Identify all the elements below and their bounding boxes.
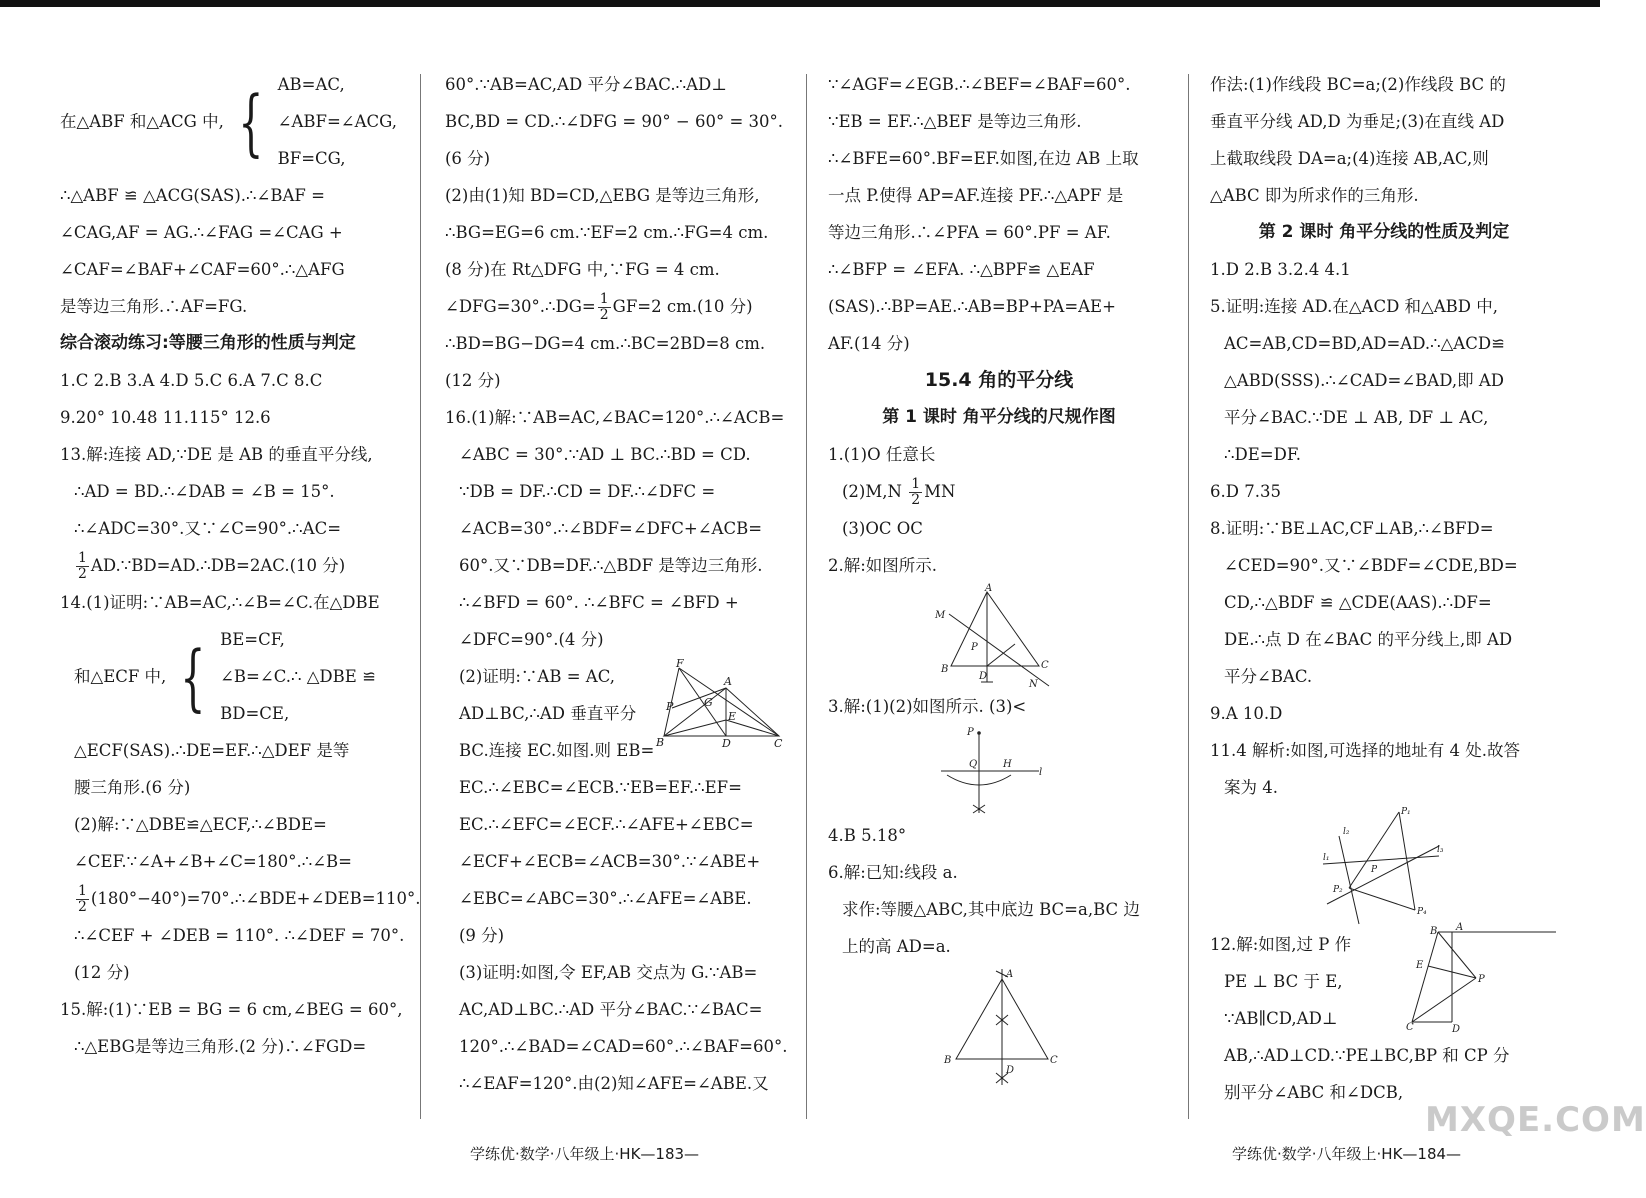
svg-text:N: N <box>1029 679 1038 690</box>
figure-perpendicular-bisector <box>929 584 1069 688</box>
figure-parallel-lines <box>1406 922 1558 1036</box>
svg-text:P: P <box>1371 865 1378 875</box>
watermark-logo: MXQE.COM <box>1425 1100 1646 1140</box>
svg-text:E: E <box>728 710 737 723</box>
svg-text:l₃: l₃ <box>1437 845 1444 855</box>
figure-isosceles-construction <box>934 965 1064 1089</box>
top-border <box>0 0 1600 7</box>
svg-text:l₂: l₂ <box>1343 827 1350 837</box>
svg-text:A: A <box>1456 922 1464 933</box>
section-title: 15.4 角的平分线 <box>924 369 1074 391</box>
column-divider <box>420 74 421 1119</box>
lesson-title: 第 1 课时 角平分线的尺规作图 <box>882 407 1116 427</box>
svg-text:G: G <box>704 696 714 709</box>
svg-text:l: l <box>1039 767 1043 778</box>
svg-text:B: B <box>944 1055 952 1066</box>
svg-text:P₂: P₂ <box>1333 885 1343 895</box>
page-footer-left: 学练优·数学·八年级上·HK—183— <box>470 1145 700 1163</box>
svg-text:A: A <box>724 675 733 688</box>
fraction: $\frac{1}{2}$ <box>78 883 87 915</box>
fraction: $\frac{1}{2}$ <box>599 291 609 323</box>
svg-text:M: M <box>935 610 946 621</box>
lesson-title: 第 2 课时 角平分线的性质及判定 <box>1258 222 1510 242</box>
svg-text:C: C <box>1041 660 1049 671</box>
svg-text:D: D <box>1452 1024 1461 1035</box>
svg-text:Q: Q <box>969 759 978 770</box>
svg-text:F: F <box>676 657 684 670</box>
svg-text:A: A <box>1006 969 1014 980</box>
figure-triangle-efg <box>654 658 784 748</box>
svg-text:A: A <box>985 583 993 594</box>
section-heading: 综合滚动练习:等腰三角形的性质与判定 <box>60 333 356 353</box>
page-gutter <box>806 74 807 1119</box>
figure-four-locations <box>1319 806 1449 926</box>
svg-text:P: P <box>1478 974 1485 985</box>
svg-text:C: C <box>774 737 783 750</box>
svg-text:l₁: l₁ <box>1323 853 1330 863</box>
svg-text:B: B <box>656 736 665 749</box>
svg-text:D: D <box>979 671 988 682</box>
svg-text:H: H <box>1003 759 1012 770</box>
figure-point-line <box>939 725 1059 817</box>
svg-text:B: B <box>1430 926 1438 937</box>
equation-system: 在△ABF 和△ACG 中, { AB=AC, ∠ABF=∠ACG, BF=CG, <box>60 75 397 168</box>
svg-text:C: C <box>1406 1022 1414 1033</box>
svg-text:B: B <box>941 664 949 675</box>
svg-text:P: P <box>967 727 974 738</box>
fraction: $\frac{1}{2}$ <box>78 550 87 582</box>
equation-system: 和△ECF 中, { BE=CF, ∠B=∠C.∴ △DBE ≌ BD=CE, <box>74 630 376 723</box>
svg-text:D: D <box>722 737 732 750</box>
svg-text:D: D <box>1006 1065 1015 1076</box>
column-divider <box>1188 74 1189 1119</box>
column-3: ∵∠AGF=∠EGB.∴∠BEF=∠BAF=60°. ∵EB = EF.∴△BEF 是等边三角形. ∴∠BFE=60°.BF=EF.如图,在边 AB 上取 一点 P.使得 AP=AF.连接 PF.∴△APF 是 等边三角形.∴∠PFA = 60°.PF = AF. ∴∠BFP = ∠EFA. ∴△BPF≌ △EAF (SAS).∴BP=AE.∴AB=BP+PA=AE+ AF.(14 分) 15.4 角的平分线 第 1 课时 角平分线的尺规作图 1.(1)O 任意长 (2)M,N $\frac{1}{2}$ MN (3)OC OC 2.解:如图所示. A M P B C D N 3.解:(1)(2)如图所示. (3)< P Q H l 4.B 5.18° 6.解:已知:线段 a. 求作:等腰△ABC,其中底边 BC=a,BC 边 上的高 AD=a. A B C D <box>828 66 1170 1089</box>
svg-text:P₁: P₁ <box>1401 807 1411 817</box>
svg-text:P: P <box>971 642 978 653</box>
fraction: $\frac{1}{2}$ <box>911 476 921 508</box>
column-4: 作法:(1)作线段 BC=a;(2)作线段 BC 的 垂直平分线 AD,D 为垂足;(3)在直线 AD 上截取线段 DA=a;(4)连接 AB,AC,则 △ABC 即为所求作的三角形. 第 2 课时 角平分线的性质及判定 1.D 2.B 3.2.4 4.1 5.证明:连接 AD.在△ACD 和△ABD 中, AC=AB,CD=BD,AD=AD.∴△ACD≌ △ABD(SSS).∴∠CAD=∠BAD,即 AD 平分∠BAC.∵DE ⊥ AB, DF ⊥ AC, ∴DE=DF. 6.D 7.35 8.证明:∵BE⊥AC,CF⊥AB,∴∠BFD= ∠CED=90°.又∵∠BDF=∠CDE,BD= CD,∴△BDF ≌ △CDE(AAS).∴DF= DE.∴点 D 在∠BAC 的平分线上,即 AD 平分∠BAC. 9.A 10.D 11.4 解析:如图,可选择的地址有 4 处.故答 案为 4. P₁ l₁ l₂ l₃ P P₂ P₄ 12.解:如图,过 P 作 PE ⊥ BC 于 E, ∵AB∥CD,AD⊥ B A E P C D AB,∴AD⊥CD.∵PE⊥BC,BP 和 CP 分 别平分∠ABC 和∠DCB, <box>1210 66 1558 1111</box>
page-footer-right: 学练优·数学·八年级上·HK—184— <box>1232 1145 1462 1163</box>
svg-text:C: C <box>1050 1055 1058 1066</box>
column-2: 60°.∵AB=AC,AD 平分∠BAC.∴AD⊥ BC,BD = CD.∴∠DFG = 90° − 60° = 30°. (6 分) (2)由(1)知 BD=CD,△EBG 是等边三角形, ∴BG=EG=6 cm.∵EF=2 cm.∴FG=4 cm. (8 分)在 Rt△DFG 中,∵FG = 4 cm. ∠DFG=30°.∴DG= $\frac{1}{2}$ GF=2 cm.(10 分) ∴BD=BG−DG=4 cm.∴BC=2BD=8 cm. (12 分) 16.(1)解:∵AB=AC,∠BAC=120°.∴∠ACB= ∠ABC = 30°.∵AD ⊥ BC.∴BD = CD. ∵DB = DF.∴CD = DF.∴∠DFC = ∠ACB=30°.∴∠BDF=∠DFC+∠ACB= 60°.又∵DB=DF.∴△BDF 是等边三角形. ∴∠BFD = 60°. ∴∠BFC = ∠BFD + ∠DFC=90°.(4 分) (2)证明:∵AB = AC, AD⊥BC,∴AD 垂直平分 BC.连接 EC.如图.则 EB= F A G E P B D C EC.∴∠EBC=∠ECB.∵EB=EF.∴EF= EC.∴∠EFC=∠ECF.∴∠AFE+∠EBC= ∠ECF+∠ECB=∠ACB=30°.∵∠ABE+ ∠EBC=∠ABC=30°.∴∠AFE=∠ABE. (9 分) (3)证明:如图,令 EF,AB 交点为 G.∵AB= AC,AD⊥BC.∴AD 平分∠BAC.∵∠BAC= 120°.∴∠BAD=∠CAD=60°.∴∠BAF=60°. ∴∠EAF=120°.由(2)知∠AFE=∠ABE.又 <box>445 75 788 1093</box>
svg-text:P₄: P₄ <box>1417 907 1427 917</box>
svg-text:P: P <box>666 700 674 713</box>
column-1: 在△ABF 和△ACG 中, { AB=AC, ∠ABF=∠ACG, BF=CG, ∴△ABF ≌ △ACG(SAS).∴∠BAF = ∠CAG,AF = AG.∴∠FAG =∠CAG + ∠CAF=∠BAF+∠CAF=60°.∴△AFG 是等边三角形.∴AF=FG. 综合滚动练习:等腰三角形的性质与判定 1.C 2.B 3.A 4.D 5.C 6.A 7.C 8.C 9.20° 10.48 11.115° 12.6 13.解:连接 AD,∵DE 是 AB 的垂直平分线, ∴AD = BD.∴∠DAB = ∠B = 15°. ∴∠ADC=30°.又∵∠C=90°.∴AC= $\frac{1}{2}$ AD.∵BD=AD.∴DB=2AC.(10 分) 14.(1)证明:∵AB=AC,∴∠B=∠C.在△DBE 和△ECF 中, { BE=CF, ∠B=∠C.∴ △DBE ≌ BD=CE, △ECF(SAS).∴DE=EF.∴△DEF 是等 腰三角形.(6 分) (2)解:∵△DBE≌△ECF,∴∠BDE= ∠CEF.∵∠A+∠B+∠C=180°.∴∠B= $\frac{1}{2}$ (180°−40°)=70°.∴∠BDE+∠DEB=110°. ∴∠CEF + ∠DEB = 110°. ∴∠DEF = 70°. (12 分) 15.解:(1)∵EB = BG = 6 cm,∠BEG = 60°, ∴△EBG是等边三角形.(2 分)∴∠FGD= <box>60 66 400 1065</box>
svg-text:E: E <box>1416 960 1424 971</box>
